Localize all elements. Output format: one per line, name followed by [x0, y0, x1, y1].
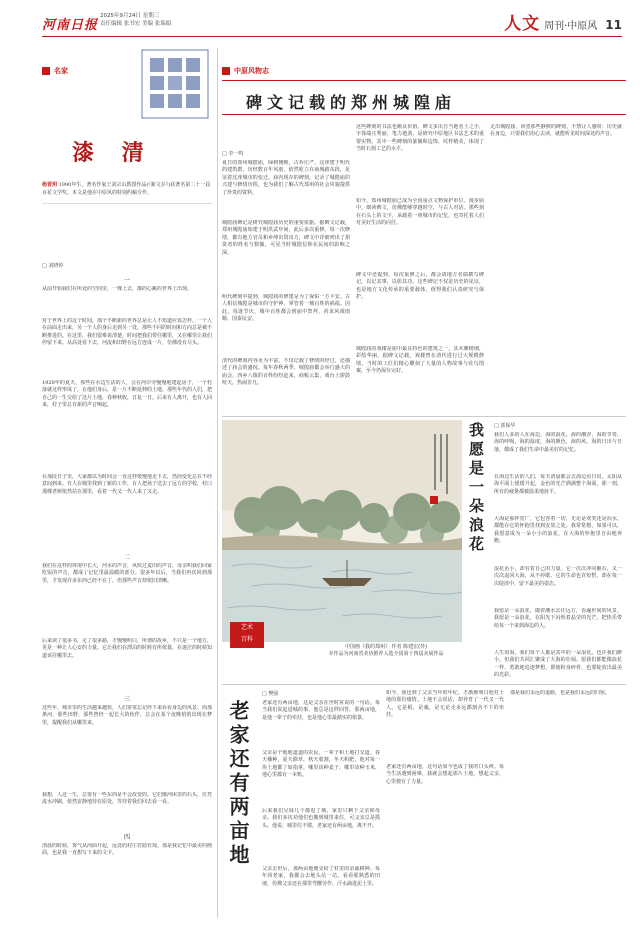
- column-divider: [217, 48, 218, 918]
- paragraph: 我想，人这一生，总要有一些东西是不会改变的。它们像河床里的石头，任凭流水冲刷，依然安静地待在原处，等待着我们回去看一看。: [42, 792, 212, 806]
- painting-caption-note: 本作品为河南省美协推荐入选全国第十四届美展作品: [328, 651, 444, 657]
- paragraph: 从前开始我们在所处的空间里，一棵上去，都的心跳的世界上出现。: [42, 286, 193, 292]
- article-title: 老家还有两亩地: [226, 700, 250, 868]
- seal-pattern-icon: [140, 48, 210, 120]
- paragraph: 后来我们兄妹几个都进了城，家里只剩下父亲和母亲。我们多次劝他们也搬到城里来住，可父亲总是摇头。他说，城里住不惯，老家还有两亩地，离不开。: [262, 808, 380, 829]
- author-bio: [42, 182, 212, 197]
- painting: [222, 420, 462, 642]
- tag-square-icon: [222, 67, 230, 75]
- paragraph: 如今，郑州城隍庙已成为全国重点文物保护单位。漫步庙中，细读碑文，仿佛能够穿越时空，与古人对话。那些刻在石头上的文字，承载着一座城市的记忆，也寄托着人们对美好生活的向往。: [356, 198, 484, 227]
- painting-image: [222, 420, 462, 642]
- art-encyclopedia-badge: 艺术 百科: [230, 622, 264, 648]
- paragraph: 清代的碑刻内容更为丰富，不仅记载了修缮的经过，还描述了庙会的盛况。每年春秋两季，城隍庙都会举行盛大的庙会，四乡八镇的百姓纷纷赶来，商贩云集，戏台上锣鼓喧天，热闹非凡。: [222, 358, 350, 387]
- newspaper-logo: 河南日报: [42, 18, 99, 33]
- paragraph: 这些年，城市里的生活越来越快，人们常常忘记停下来看看身边的风景。而那条河，那些田野，那些曾经一起长大的伙伴，总会在某个夜晚悄悄出现在梦里，提醒我们从哪里来。: [42, 705, 212, 726]
- paragraph: 后来读了很多书，走了很多路，才慢慢明白，所谓的故乡，不只是一个地方，更是一种让人心安的力量。它让我们在漂泊的时候有所依靠，在迷茫的时候知道该往哪里去。: [42, 638, 212, 659]
- editor-credit: 责任编辑 张书宏 美编 张瑞娟: [100, 21, 172, 27]
- paragraph: 我愿是一朵浪花，随着潮水去往远方，看遍世间的风景。我愿是一朵浪花，在阳光下闪烁着晶莹的光芒，把快乐带给每一个来到海边的人。: [494, 608, 622, 629]
- paragraph: 在那段日子里，大家都以为时间会一直这样缓慢地走下去，然而变化总在不经意间到来。有人在城里找到了新的工作，有人把孩子送去了远方的学校，村口那棵老树依然站在那里，看着一代又一代人来了又走。: [42, 474, 212, 495]
- paragraph: 如今，我也到了父亲当年的年纪，才渐渐明白他对土地的那份感情。土地不会说话，却养育了一代又一代人。它是根，是魂，是无论走多远都割舍不下的牵挂。: [386, 690, 504, 719]
- title-rule-bottom: [222, 114, 626, 115]
- paragraph: 大海是那样宽广，它包容着一切，无论是欢笑还是泪水，都能在它的怀抱里找到安放之处。我常常想，如果可以，我愿意成为一朵小小的浪花，在大海的怀抱里自由地奔跑。: [494, 516, 622, 545]
- paragraph: 碑文中还提到，每次重修之后，都会请地方名儒撰写碑记，以记其事，以彰其功。这些碑记不仅是历史的见证，也是地方文化传承的重要载体，值得我们认真研究与保护。: [356, 272, 484, 301]
- paragraph: 我们在这样的环境中长大，河水的声音，风吹过麦田的声音，母亲叫我们回家吃饭的声音，都成了记忆里最温暖的部分。很多年以后，当我们再次回到那里，才发现许多东西已经不在了，但那些声音却依旧清晰。: [42, 563, 212, 584]
- article-title: 碑文记载的郑州城隍庙: [246, 93, 457, 112]
- author-bio-text: 1990年生，著名作家王刘宗山教授作品(《新文存》)获著名第二十一届百花文学奖。本文是他在中原风的特别约稿专作。: [42, 182, 211, 196]
- section-header: [504, 9, 622, 34]
- paragraph: 老家还有两亩地，这句话如今也成了我的口头禅。每当生活遇到困难，我就会想起那片土地，想起父亲，心里便有了力量。: [386, 764, 504, 785]
- author-name: 杨晋玥: [42, 182, 58, 188]
- section-divider: [222, 684, 626, 685]
- painting-caption-title: 中国画《我的郑州》 作者 陈建宏(外): [344, 644, 428, 650]
- paragraph: 父亲去世后，那两亩地便交给了村里的亲戚耕种。每年回老家，我都会去地头站一站，看看那熟悉的田埂，仿佛父亲还在那里弯腰劳作，汗水滴进泥土里。: [262, 866, 380, 887]
- article-byline: □ 樊强: [262, 691, 279, 697]
- paragraph: 夏日的郑州城隍庙，绿树掩映，古朴庄严。这座建于明代的建筑群，历经数百年风雨，依然屹立在商城路东段，见证着这座城市的变迁。庙内现存的碑刻，记录了城隍庙的兴建与修缮历程，也为我们了解古代郑州的社会风貌提供了珍贵的资料。: [222, 160, 350, 196]
- section-number: 三: [123, 696, 130, 703]
- paragraph: 老家还有两亩地，这是父亲在世时常说的一句话。每当我们说起进城的事，他总是这样回答。那两亩地，是他一辈子的牵挂，也是他心里最踏实的依靠。: [262, 700, 380, 721]
- page-number: 11: [605, 18, 622, 32]
- publication-info: [100, 12, 171, 28]
- paragraph: 城隍庙碑记是研究城隍庙历史的重要依据。据碑文记载，郑州城隍庙始建于明洪武年间，此后多次重修。每一次修缮，都有地方官员和乡绅出资出力，碑文中详细列出了捐资者的姓名与数额，可见当时城隍信仰在民间的影响之深。: [222, 220, 350, 256]
- paragraph: 1920年的夏天，那些在水边生活的人，会在河岸旁慢慢地建起房子，一个村落就这样形成了。在他们身后，是一片不断延伸的土地。那些年代的人们，把自己的一生交给了这片土地，春种秋收，日复一日。后来有人离开，也有人回来，村子里总有新的声音响起。: [42, 380, 212, 409]
- article-title: 我愿是一朵浪花: [467, 422, 485, 555]
- section-number: 一: [123, 277, 130, 284]
- tag-square-icon: [42, 67, 50, 75]
- bio-rule: [42, 203, 212, 204]
- paragraph: 父亲是个地地道道的农民，一辈子和土地打交道。春天播种，夏天除草，秋天收割，冬天积肥，他对每一块土地都了如指掌，哪里该种麦子，哪里该种玉米，他心里都有一本账。: [262, 750, 380, 779]
- masthead-rule: [42, 36, 622, 37]
- article-byline: □ 刘晓婷: [42, 263, 64, 269]
- paragraph: 对于世界上的这个时间，那个不断新的世界总是让人不知道应该怎样。一个人在前面走出来，另一个人的身后走到另一处，那些不同的时间和方向总是被不断推进的。在这里，我们很难说清楚，时间把我们带往哪里，又在哪里让我们停留下来。从高处看下去，河流和田野在远方连成一片，仿佛没有尽头。: [42, 318, 212, 347]
- section-divider: [222, 416, 626, 417]
- painting-caption: [296, 644, 476, 658]
- section-subtitle: 周刊·中原风: [544, 21, 598, 32]
- paragraph: 在海边生活的人们，每天清晨都会去海边看日出。太阳从海平面上缓缓升起，金色的光芒洒满整个海面，那一刻，所有的疲惫都被温柔地抚平。: [494, 474, 622, 495]
- paragraph: 这些碑刻的书法也颇具价值。碑文多出自当地名士之手，字体端庄秀丽，笔力遒劲，是研究中原地区书法艺术的重要实物。其中一些碑刻的篆额和边饰，纹样精美，体现了当时石刻工艺的水平。: [356, 124, 484, 153]
- paragraph: 明代碑刻中提到，城隍庙的修建是为了保佑一方平安。古人相信城隍是城市的守护神，掌管着一城百姓的祸福。因此，每逢节庆，城中百姓都会到庙中祭拜，祈求风调雨顺、国泰民安。: [222, 294, 350, 323]
- paragraph: 走出城隍庙，回望那些静默的碑刻，不禁让人感叹：历史就在身边，只要我们用心去读，就能听见时间深处的声音。: [490, 124, 622, 138]
- masthead: [0, 0, 640, 34]
- paragraph: 那是我们永远的退路，也是我们永远的归宿。: [510, 690, 611, 696]
- section-title: 人文: [504, 14, 541, 34]
- column-tag-fengwuzhi: 中原风物志: [222, 66, 269, 76]
- paragraph: 我们人多的人在海边，海的浪花，海的潮汐，海的节奏，海的呼吸，海的温度，海的颜色，海的风，海的日出与日落，都成了我们生命中最美好的记忆。: [494, 432, 622, 453]
- column-tag-mingjia: 名家: [42, 66, 68, 76]
- section-number: 二: [123, 554, 130, 561]
- paragraph: 清晨的时候，雾气从河面升起，远处的村庄若隐若现。那是我记忆中最美的画面，也是我一直想写下来的文字。: [42, 843, 212, 857]
- article-title: 漆 清: [72, 140, 154, 166]
- article-byline: □ 郭保华: [494, 423, 516, 429]
- paragraph: 浪花虽小，却有着自己的力量。它一次次冲向礁石，又一次次退回大海，从不停歇。它的生命也许短暂，却在每一次绽放中，留下最美的姿态。: [494, 566, 622, 587]
- issue-date: 2025年9月24日 星期三: [100, 13, 160, 19]
- article-byline: □ 李一鸣: [222, 151, 244, 157]
- paragraph: 城隍庙的戏楼是庙中最具特色的建筑之一，其木雕精细，彩绘华丽。据碑文记载，戏楼曾在清代进行过大规模修缮，当时的工匠们精心雕刻了大量的人物故事与花鸟图案，至今仍保存完好。: [356, 346, 484, 375]
- title-rule-top: [222, 80, 626, 81]
- section-number: 四: [123, 834, 130, 841]
- paragraph: 人生如海，我们每个人都是其中的一朵浪花。也许我们渺小，但我们共同汇聚成了大海的壮阔。愿我们都能像浪花一样，勇敢地追逐梦想，即使粉身碎骨，也要绽放出最美的光彩。: [494, 650, 622, 679]
